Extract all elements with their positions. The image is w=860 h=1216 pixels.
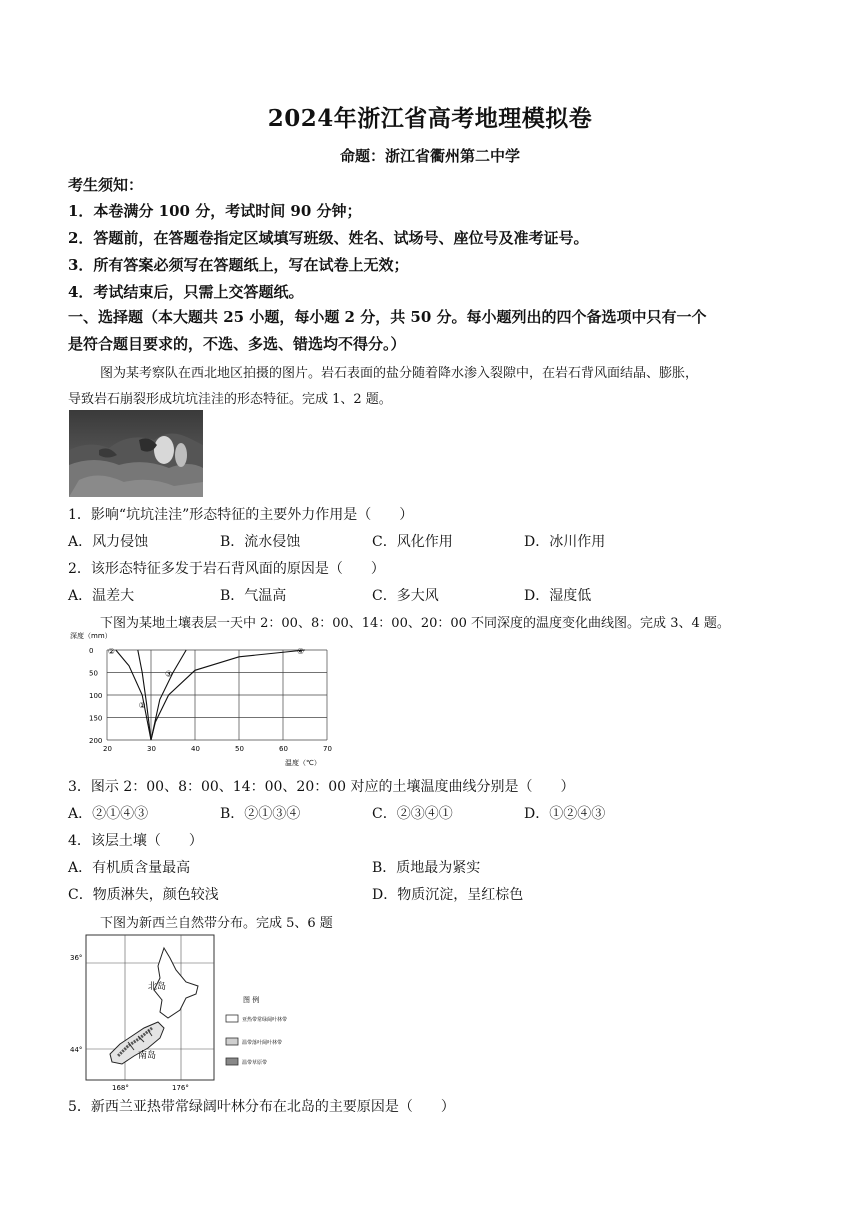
intro-q3-q4: 下图为某地土壤表层一天中 2：00、8：00、14：00、20：00 不同深度的温度变化曲线图。完成 3、4 题。	[100, 616, 730, 631]
soil-temperature-chart	[60, 630, 360, 770]
x-tick-label: 70	[323, 745, 332, 753]
y-tick-label: 200	[89, 737, 103, 745]
chart-labels	[89, 647, 332, 753]
legend-swatch-temperate-forest	[226, 1038, 238, 1045]
q2-option-d: D．湿度低	[524, 588, 592, 604]
page-subtitle: 命题：浙江省衢州第二中学	[339, 147, 520, 165]
series-label: ③	[165, 669, 173, 679]
south-island-label: 南岛	[138, 1051, 157, 1061]
legend-swatch-grassland	[226, 1058, 238, 1065]
q2-option-c: C．多大风	[372, 588, 439, 604]
page-title: 2024年浙江省高考地理模拟卷	[267, 105, 593, 132]
notice-item: 2．答题前，在答题卷指定区域填写班级、姓名、试场号、座位号及准考证号。	[68, 229, 589, 247]
q3-option-a: A．②①④③	[68, 806, 149, 822]
section-heading-cont: 是符合题目要求的，不选、多选、错选均不得分。）	[68, 335, 406, 353]
q3-option-b: B．②①③④	[220, 806, 301, 822]
legend-label: 亚热带常绿阔叶林带	[242, 1017, 288, 1023]
legend-title: 图 例	[243, 996, 260, 1004]
q4-option-c: C．物质淋失，颜色较浅	[68, 887, 219, 903]
x-tick-label: 40	[191, 745, 200, 753]
q2-stem: 2．该形态特征多发于岩石背风面的原因是（ ）	[68, 561, 385, 577]
notice-heading: 考生须知：	[68, 176, 144, 194]
q3-option-d: D．①②④③	[524, 806, 606, 822]
new-zealand-map	[68, 930, 338, 1092]
series-label: ④	[297, 647, 305, 656]
q2-option-a: A．温差大	[68, 588, 135, 604]
lat-label: 44°	[70, 1046, 83, 1054]
q4-option-b: B．质地最为紧实	[372, 860, 481, 876]
legend-label: 温带草原带	[242, 1060, 268, 1066]
x-tick-label: 60	[279, 745, 288, 753]
y-tick-label: 0	[89, 647, 94, 655]
legend-label: 温带落叶阔叶林带	[242, 1040, 283, 1046]
q1-option-d: D．冰川作用	[524, 534, 606, 550]
q3-stem: 3．图示 2：00、8：00、14：00、20：00 对应的土壤温度曲线分别是（ ）	[68, 779, 575, 795]
lat-label: 36°	[70, 954, 83, 962]
section-heading: 一、选择题（本大题共 25 小题，每小题 2 分，共 50 分。每小题列出的四个备选项中只有一个	[68, 308, 707, 326]
notice-item: 3．所有答案必须写在答题纸上，写在试卷上无效；	[68, 256, 409, 274]
rock-photo	[69, 410, 203, 497]
x-tick-label: 20	[103, 745, 112, 753]
series-label: ②	[107, 647, 115, 656]
q1-stem: 1．影响“坑坑洼洼”形态特征的主要外力作用是（ ）	[68, 507, 414, 523]
q4-option-d: D．物质沉淀，呈红棕色	[372, 887, 524, 903]
x-axis-label: 温度（℃）	[285, 759, 321, 767]
x-tick-label: 30	[147, 745, 156, 753]
notice-item: 4．考试结束后，只需上交答题纸。	[68, 283, 304, 301]
q2-option-b: B．气温高	[220, 588, 287, 604]
intro-q1-q2: 图为某考察队在西北地区拍摄的图片。岩石表面的盐分随着降水渗入裂隙中，在岩石背风面结晶、膨胀，	[100, 366, 699, 381]
intro-q1-q2-cont: 导致岩石崩裂形成坑坑洼洼的形态特征。完成 1、2 题。	[68, 392, 392, 407]
q1-option-b: B．流水侵蚀	[220, 534, 301, 550]
y-tick-label: 50	[89, 669, 98, 678]
y-axis-label: 深度（mm）	[70, 632, 112, 640]
lon-label: 168°	[112, 1084, 129, 1092]
north-island-label: 北岛	[148, 982, 167, 992]
q4-stem: 4．该层土壤（ ）	[68, 833, 203, 849]
q4-option-a: A．有机质含量最高	[68, 860, 191, 876]
q1-option-c: C．风化作用	[372, 534, 453, 550]
lon-label: 176°	[172, 1084, 189, 1092]
notice-item: 1．本卷满分 100 分，考试时间 90 分钟；	[68, 202, 362, 220]
y-tick-label: 150	[89, 714, 103, 723]
q5-stem: 5．新西兰亚热带常绿阔叶林分布在北岛的主要原因是（ ）	[68, 1099, 455, 1115]
intro-q5-q6: 下图为新西兰自然带分布。完成 5、6 题	[100, 916, 333, 931]
legend-swatch-subtropical	[226, 1015, 238, 1022]
x-tick-label: 50	[235, 745, 244, 753]
q3-option-c: C．②③④①	[372, 806, 453, 822]
q1-option-a: A．风力侵蚀	[68, 534, 149, 550]
series-label: ①	[138, 701, 146, 710]
y-tick-label: 100	[89, 692, 103, 700]
